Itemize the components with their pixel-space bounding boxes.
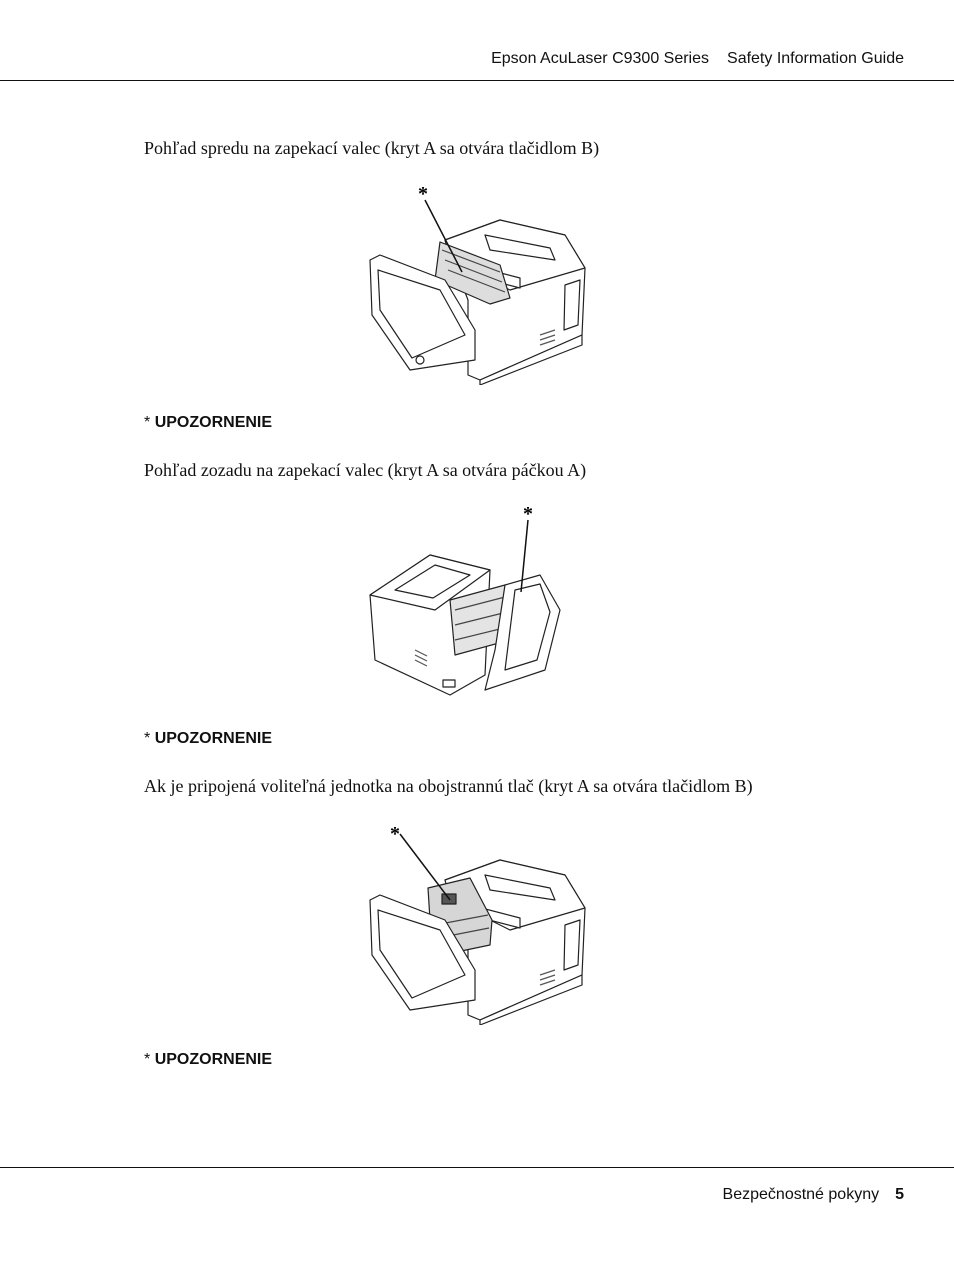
warning-prefix: * <box>144 414 151 431</box>
warning-label: UPOZORNENIE <box>154 730 273 747</box>
printer-rear-illustration <box>355 500 575 700</box>
figure-printer-rear <box>355 500 575 700</box>
figure-printer-duplex <box>350 820 600 1025</box>
caption-front-view: Pohľad spredu na zapekací valec (kryt A sa otvára tlačidlom B) <box>144 138 600 158</box>
caption-duplex-view: Ak je pripojená voliteľná jednotka na obojstrannú tlač (kryt A sa otvára tlačidlom B) <box>144 776 753 796</box>
header-guide: Safety Information Guide <box>727 50 904 67</box>
header-rule <box>0 80 954 81</box>
figure-marker: * <box>418 183 428 205</box>
page-header <box>491 50 904 68</box>
warning-rear <box>144 730 272 748</box>
footer-section: Bezpečnostné pokyny <box>722 1186 880 1203</box>
footer-rule <box>0 1167 954 1168</box>
warning-duplex <box>144 1051 272 1069</box>
warning-prefix: * <box>144 730 151 747</box>
warning-front <box>144 414 272 432</box>
warning-prefix: * <box>144 1051 151 1068</box>
page-footer <box>723 1186 904 1204</box>
printer-front-illustration <box>350 180 600 385</box>
warning-label: UPOZORNENIE <box>154 414 273 431</box>
warning-label: UPOZORNENIE <box>154 1051 273 1068</box>
figure-marker: * <box>523 503 533 525</box>
figure-printer-front <box>350 180 600 385</box>
page-number: 5 <box>895 1186 904 1203</box>
printer-duplex-illustration <box>350 820 600 1025</box>
caption-rear-view: Pohľad zozadu na zapekací valec (kryt A sa otvára páčkou A) <box>144 460 587 480</box>
figure-marker: * <box>390 823 400 845</box>
header-product: Epson AcuLaser C9300 Series <box>491 50 710 67</box>
